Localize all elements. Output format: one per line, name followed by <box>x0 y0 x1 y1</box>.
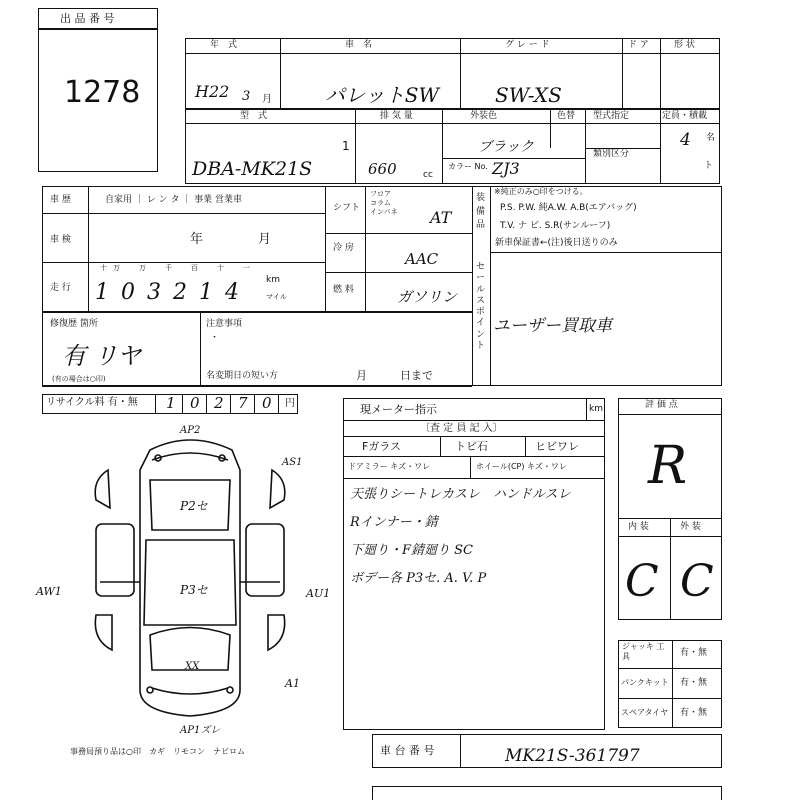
ac-label: 冷 房 <box>333 243 354 253</box>
recycle-label: リサイクル料 有・無 <box>46 397 138 408</box>
capacity-unit: 名 <box>706 133 716 143</box>
mile-label: マイル <box>266 293 287 301</box>
fuel-value: ガソリン <box>397 288 458 306</box>
inspector-note-line: Rインナー・錆 <box>350 515 438 530</box>
lot-number: 1278 <box>64 75 141 110</box>
inspection-month: 月 <box>258 232 272 247</box>
fuel-label: 燃 料 <box>333 285 354 295</box>
model-mark: 1 <box>342 139 350 153</box>
inspection-year: 年 <box>190 232 204 247</box>
damage-front-right: AS1 <box>282 457 303 468</box>
repair-note: (有の場合は○印) <box>52 375 106 383</box>
spare-tire-value: 有・無 <box>680 708 708 718</box>
notes-label: 注意事項 <box>206 319 243 329</box>
lot-label: 出 品 番 号 <box>60 12 115 25</box>
spare-tire-label: スペアタイヤ <box>621 708 669 717</box>
inspector-note-line: ボデー各 P3セ. A. V. P <box>350 571 487 586</box>
inspection-label: 車 検 <box>50 235 71 245</box>
grade-label: 評 価 点 <box>645 400 678 410</box>
wheel-label: ホイール(CP) キズ・ワレ <box>476 462 567 471</box>
recycle-digit: 0 <box>262 394 272 412</box>
interior-grade-value: C <box>625 556 659 607</box>
bottom-box <box>372 786 722 800</box>
name-change-label: 名変期日の短い方 <box>206 371 279 381</box>
displacement-unit: cc <box>423 170 433 180</box>
ac-value: AAC <box>405 250 439 268</box>
month-value: 3 <box>242 89 251 104</box>
chassis-value: MK21S-361797 <box>505 746 640 766</box>
jack-label: ジャッキ 工 具 <box>622 642 665 662</box>
model-value: DBA-MK21S <box>192 158 313 180</box>
sales-point-value: ユーザー買取車 <box>493 316 612 336</box>
repair-label: 修復歴 箇所 <box>50 319 98 329</box>
history-options: 自家用 ｜ レ ン タ ｜ 事業 営業車 <box>105 195 243 205</box>
color-number-label: カラー No. <box>448 162 488 171</box>
damage-rear-right: A1 <box>285 677 300 690</box>
meter-label: 現メーター指示 <box>360 403 437 416</box>
interior-color-label: 色替 <box>557 111 576 121</box>
recycle-digit: 1 <box>166 394 176 412</box>
interior-grade-label: 内 装 <box>628 522 649 532</box>
mileage-units: 十万 万 千 百 十 一 <box>100 264 256 272</box>
damage-p3: P3セ <box>180 583 208 597</box>
recycle-digit: 0 <box>190 394 200 412</box>
exterior-grade-value: C <box>680 556 714 607</box>
damage-top: AP2 <box>180 425 201 436</box>
car-name-value: パレットSW <box>325 83 440 107</box>
shift-value: AT <box>430 208 452 227</box>
damage-left: AW1 <box>36 585 62 598</box>
name-label: 車 名 <box>345 40 373 50</box>
mileage-label: 走 行 <box>50 283 71 293</box>
jack-value: 有・無 <box>680 648 708 658</box>
grade-value: SW-XS <box>495 83 562 107</box>
history-label: 車 歴 <box>50 195 71 205</box>
windshield-label: Fガラス <box>362 440 401 453</box>
mileage-value: 103214 <box>95 280 251 305</box>
recycle-digit: 7 <box>238 394 248 412</box>
category-label: 類別区分 <box>593 149 630 159</box>
damage-bottom: AP1ズレ <box>180 725 221 736</box>
exterior-color-value: ブラック <box>478 139 534 155</box>
damage-rear: XX <box>185 661 200 672</box>
grade-label: グ レ ー ド <box>505 40 550 50</box>
sales-point-label: セールスポイント <box>476 262 486 351</box>
inspector-note-line: 天張りシートレカスレ ハンドルスレ <box>350 487 571 502</box>
door-mirror-label: ドアミラー キズ・ワレ <box>348 462 431 471</box>
km-label: km <box>266 275 280 285</box>
displacement-label: 排 気 量 <box>380 111 413 121</box>
year-value: H22 <box>195 82 230 101</box>
equipment-label: 装 備 品 <box>476 193 486 230</box>
damage-right: AU1 <box>306 587 331 600</box>
equipment-note: ※純正のみ○印をつける。 <box>494 187 588 196</box>
stone-chip-label: トビ石 <box>455 440 488 453</box>
model-label: 型 式 <box>240 111 268 121</box>
recycle-digit: 2 <box>214 394 224 412</box>
exterior-color-label: 外装色 <box>470 111 498 121</box>
month-unit: 月 <box>262 94 272 105</box>
puncture-kit-value: 有・無 <box>680 678 708 688</box>
crack-label: ヒビワレ <box>535 440 579 453</box>
exterior-grade-label: 外 装 <box>680 522 701 532</box>
shift-label: シフト <box>333 203 361 213</box>
meter-unit: km <box>589 404 603 414</box>
type-designation-label: 型式指定 <box>593 111 630 121</box>
puncture-kit-label: パンクキット <box>621 678 669 687</box>
inspector-title: 〔査 定 員 記 入〕 <box>420 423 503 434</box>
damage-p2: P2セ <box>180 499 208 513</box>
name-change-month: 月 <box>356 369 367 382</box>
equipment-line1: P.S. P.W. 純A.W. A.B(エアバッグ) <box>500 203 637 213</box>
equipment-line2: T.V. ナ ビ. S.R(サンルーフ) <box>500 221 611 231</box>
name-change-day: 日まで <box>400 369 433 382</box>
doors-label: ド ア <box>628 40 649 50</box>
grade-value: R <box>648 436 688 496</box>
displacement-value: 660 <box>368 160 397 178</box>
shift-options: フロア コラム インパネ <box>370 190 398 216</box>
inspector-note-line: 下廻り・F錆廻り SC <box>350 543 474 558</box>
repair-value: 有 リヤ <box>62 342 142 370</box>
color-number-value: ZJ3 <box>492 159 520 178</box>
notes-bullet: ・ <box>210 333 220 343</box>
chassis-label: 車 台 番 号 <box>380 744 435 757</box>
recycle-unit: 円 <box>285 398 295 409</box>
equipment-line3: 新車保証書←(注)後日送りのみ <box>495 238 618 248</box>
year-label: 年 式 <box>210 40 238 50</box>
capacity-label: 定員・積載 <box>662 111 708 121</box>
footer-note: 事務局預り品は○印 カギ リモコン ナビロム <box>70 747 245 756</box>
load-unit: ト <box>704 161 714 171</box>
capacity-value: 4 <box>680 130 691 150</box>
shape-label: 形 状 <box>674 40 695 50</box>
